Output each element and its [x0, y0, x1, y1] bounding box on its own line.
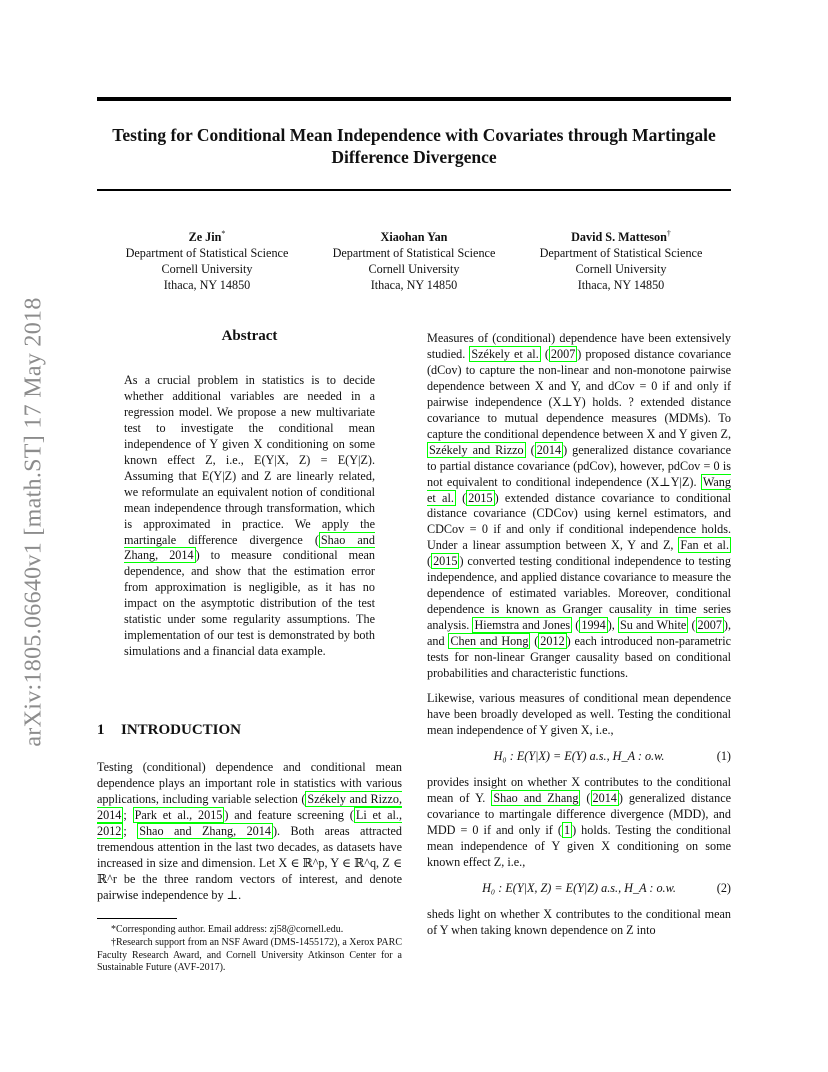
- paragraph: sheds light on whether X contributes to the conditional mean of Y when taking known dependence on Z into: [427, 906, 731, 937]
- author-city: Ithaca, NY 14850: [370, 278, 458, 293]
- citation-link[interactable]: Su and White: [619, 618, 687, 633]
- citation-year-link[interactable]: 2012: [540, 634, 565, 649]
- arxiv-stamp: [14, 262, 54, 782]
- author-name: Xiaohan Yan: [380, 230, 448, 245]
- citation-link[interactable]: Wang et al.: [427, 474, 731, 505]
- citation-link[interactable]: Fan et al.: [680, 538, 729, 553]
- paragraph: Likewise, various measures of conditional mean dependence have been broadly developed as well. Testing the conditional mean independence of Y given X, i.e.,: [427, 690, 731, 737]
- title-rule: [97, 189, 731, 191]
- paragraph: Measures of (conditional) dependence have been extensively studied. Székely et al. ( 2007 ) proposed distance covariance (dCov) to capture the non-linear and non-monotone pairwise dependence between X and Y, and dCov = 0 if and only if pairwise independence (X⊥Y) holds. ? extended distance covariance to mutual dependence measures (MDMs). To capture the conditional dependence between X and Y given Z, Székely and Rizzo ( 2014 ) generalized distance covariance to partial distance covariance (pdCov), however, pdCov = 0 is not equivalent to conditional independence (X⊥Y|Z). Wang et al. ( 2015 ) extended distance covariance to conditional distance covariance (CDCov) using kernel estimators, and CDCov = 0 if and only if conditional independence holds. Under a linear assumption between X, Y and Z, Fan et al. ( 2015 ) converted testing conditional independence to testing independence, and applied distance covariance to measure the dependence of estimated variables. Moreover, conditional dependence is known as Granger causality in time series analysis. Hiemstra and Jones ( 1994 ), Su and White ( 2007 ), and Chen and Hong ( 2012 ) each introduced non-parametric tests for non-linear Granger causality based on conditional probabilities and characteristic functions.: [427, 331, 732, 681]
- right-column: [427, 331, 731, 938]
- author-univ: Cornell University: [575, 262, 667, 277]
- citation-year-link[interactable]: 2007: [550, 346, 576, 361]
- footnote: *Corresponding author. Email address: zj58@cornell.edu.: [111, 924, 344, 935]
- citation-year-link[interactable]: 2007: [697, 618, 722, 633]
- intro-paragraph: Testing (conditional) dependence and conditional mean dependence plays an important role in statistics with various applications, including variable selection ( Székely and Rizzo, 2014 ; Park et al., 2015 ) and feature screening ( Li et al., 2012 ; Shao and Zhang, 2014 ). Both areas attracted tremendous attention in the last two decades, as datasets have increased in size and dimension. Let X ∈ ℝ^p, Y ∈ ℝ^q, Z ∈ ℝ^r be the three random vectors of interest, and denote pairwise independence by ⊥.: [97, 760, 403, 902]
- footnotes: [97, 924, 402, 975]
- equation-ref-link[interactable]: 1: [563, 822, 571, 837]
- citation-year-link[interactable]: 2015: [468, 490, 493, 505]
- equation-number: (1): [716, 748, 731, 763]
- citation-link[interactable]: Székely and Rizzo, 2014: [97, 791, 402, 822]
- citation-link[interactable]: Hiemstra and Jones: [474, 618, 571, 633]
- author-univ: Cornell University: [161, 262, 253, 277]
- citation-link[interactable]: Shao and Zhang, 2014: [139, 823, 271, 838]
- abstract-heading: Abstract: [221, 328, 278, 344]
- author-univ: Cornell University: [368, 262, 460, 277]
- citation-link[interactable]: Li et al., 2012: [97, 807, 403, 838]
- author-name: Ze Jin*: [188, 229, 226, 245]
- author-block: [309, 226, 519, 293]
- citation-link[interactable]: Shao and Zhang: [493, 790, 579, 805]
- author-name: David S. Matteson†: [571, 229, 671, 245]
- author-dept: Department of Statistical Science: [539, 246, 703, 261]
- citation-link[interactable]: Székely et al.: [471, 346, 539, 361]
- citation-link[interactable]: Székely and Rizzo: [429, 442, 524, 457]
- citation-link[interactable]: Park et al., 2015: [134, 807, 223, 822]
- arxiv-id: arXiv:1805.06640v1 [math.ST] 17 May 2018: [20, 297, 47, 747]
- equation-1: H₀ : E(Y|X) = E(Y) a.s., H_A : o.w. (1): [493, 748, 731, 763]
- author-block: [516, 226, 726, 293]
- section-heading: 1 INTRODUCTION: [97, 722, 242, 738]
- citation-year-link[interactable]: 2014: [536, 442, 562, 457]
- citation-link[interactable]: Shao and Zhang, 2014: [124, 532, 375, 563]
- citation-year-link[interactable]: 2014: [592, 790, 617, 805]
- footnote-rule: [97, 918, 177, 919]
- paper-title: Testing for Conditional Mean Independence with Covariates through Martingale Difference Divergence: [112, 125, 716, 167]
- author-city: Ithaca, NY 14850: [163, 278, 251, 293]
- abstract-body: As a crucial problem in statistics is to decide whether additional variables are needed in a regression model. We propose a new multivariate test to investigate the conditional mean independence of Y given X conditioning on some known effect Z, i.e., E(Y|X, Z) = E(Y|Z). Assuming that E(Y|Z) and Z are linearly related, we reformulate an equivalent notion of conditional mean independence through transformation, which is approximated in practice. We apply the martingale difference divergence ( Shao and Zhang, 2014 ) to measure conditional mean dependence, and show that the estimation error from approximation is negligible, as it has no impact on the asymptotic distribution of the test statistic under some regularity assumptions. The implementation of our test is demonstrated by both simulations and a financial data example.: [124, 373, 375, 659]
- author-dept: Department of Statistical Science: [125, 246, 289, 261]
- citation-link[interactable]: Chen and Hong: [450, 634, 529, 649]
- top-rule: [97, 97, 731, 101]
- paragraph: provides insight on whether X contributes to the conditional mean of Y. Shao and Zhang ( 2014 ) generalized distance covariance to martingale difference divergence (MDD), and MDD = 0 if and only if ( 1 ) holds. Testing the conditional mean independence of Y given X conditioning on some known effect Z, i.e.,: [427, 774, 732, 869]
- author-city: Ithaca, NY 14850: [577, 278, 665, 293]
- citation-year-link[interactable]: 1994: [581, 618, 606, 633]
- equation-2: H₀ : E(Y|X, Z) = E(Y|Z) a.s., H_A : o.w. (2): [482, 880, 731, 895]
- equation-number: (2): [716, 880, 731, 895]
- citation-year-link[interactable]: 2015: [433, 554, 458, 569]
- footnote: †Research support from an NSF Award (DMS-1455172), a Xerox PARC Faculty Research Award, and Cornell University Atkinson Center for a Sustainable Future (AVF-2017).: [97, 936, 402, 974]
- author-block: [102, 226, 312, 293]
- author-dept: Department of Statistical Science: [332, 246, 496, 261]
